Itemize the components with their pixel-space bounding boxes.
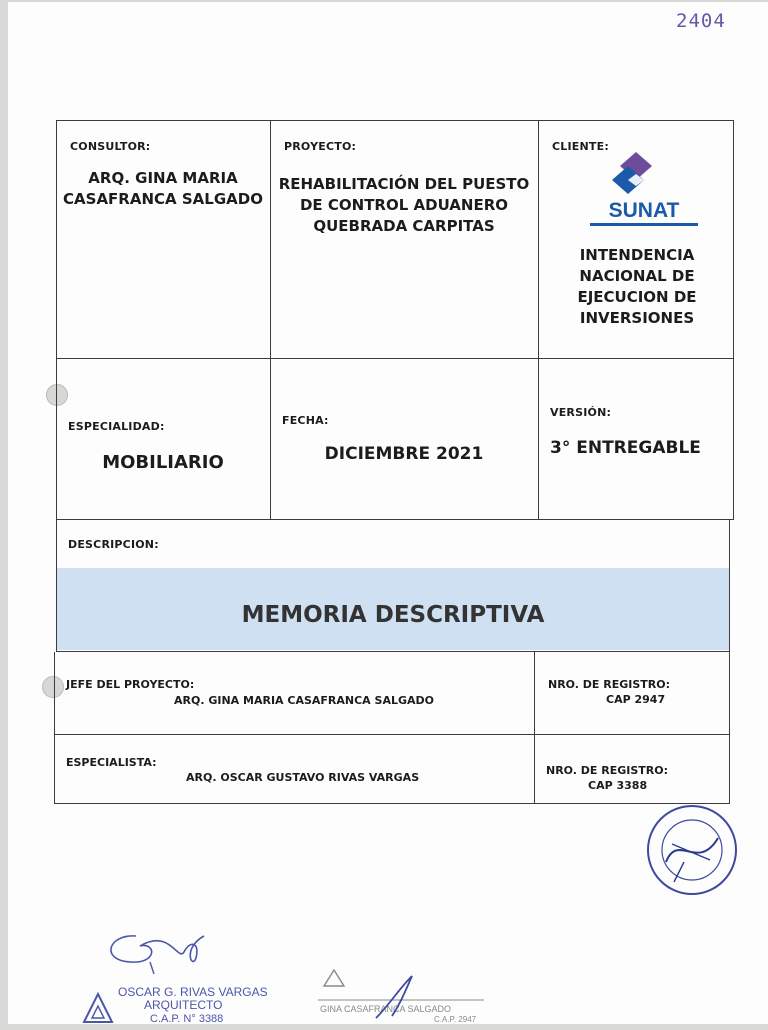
svg-text:GINA CASAFRANCA SALGADO: GINA CASAFRANCA SALGADO bbox=[320, 1004, 452, 1014]
jefe-name: ARQ. GINA MARIA CASAFRANCA SALGADO bbox=[174, 694, 434, 707]
document-page bbox=[8, 2, 768, 1024]
page-number: 2404 bbox=[676, 10, 726, 32]
especialista-name: ARQ. OSCAR GUSTAVO RIVAS VARGAS bbox=[186, 771, 420, 784]
svg-text:ARQUITECTO: ARQUITECTO bbox=[144, 998, 223, 1012]
document-title: MEMORIA DESCRIPTIVA bbox=[241, 602, 545, 628]
handwritten-signature bbox=[96, 922, 226, 976]
version-label: VERSIÓN: bbox=[550, 406, 612, 419]
especialidad-label: ESPECIALIDAD: bbox=[68, 420, 165, 433]
version-value: 3° ENTREGABLE bbox=[550, 438, 701, 458]
rivas-stamp bbox=[78, 974, 268, 1026]
consultor-name: ARQ. GINA MARIA CASAFRANCA SALGADO bbox=[63, 169, 263, 208]
divider bbox=[538, 120, 539, 520]
svg-text:SUNAT: SUNAT bbox=[608, 199, 680, 222]
fecha-label: FECHA: bbox=[282, 414, 329, 427]
descripcion-label: DESCRIPCION: bbox=[68, 538, 159, 551]
circular-seal-stamp bbox=[644, 802, 740, 898]
divider bbox=[54, 734, 730, 735]
svg-text:C.A.P. N° 3388: C.A.P. N° 3388 bbox=[150, 1013, 224, 1025]
cliente-name: INTENDENCIA NACIONAL DE EJECUCION DE INVERSIONES bbox=[577, 246, 697, 327]
divider bbox=[270, 120, 271, 520]
sunat-logo bbox=[588, 150, 700, 236]
divider bbox=[56, 358, 734, 359]
proyecto-name: REHABILITACIÓN DEL PUESTO DE CONTROL ADUANERO QUEBRADA CARPITAS bbox=[278, 175, 530, 235]
especialidad-value: MOBILIARIO bbox=[102, 452, 224, 473]
proyecto-label: PROYECTO: bbox=[284, 140, 357, 153]
especialista-registro-value: CAP 3388 bbox=[588, 779, 648, 792]
casafranca-stamp bbox=[314, 960, 494, 1024]
consultor-label: CONSULTOR: bbox=[70, 140, 151, 153]
especialista-label: ESPECIALISTA: bbox=[66, 756, 157, 769]
jefe-registro-value: CAP 2947 bbox=[606, 693, 666, 706]
divider bbox=[534, 652, 535, 804]
svg-text:C.A.P. 2947: C.A.P. 2947 bbox=[434, 1015, 477, 1024]
jefe-label: JEFE DEL PROYECTO: bbox=[66, 678, 195, 691]
especialista-registro-label: NRO. DE REGISTRO: bbox=[546, 764, 669, 777]
svg-text:OSCAR G. RIVAS VARGAS: OSCAR G. RIVAS VARGAS bbox=[118, 985, 268, 999]
fecha-value: DICIEMBRE 2021 bbox=[324, 444, 484, 464]
jefe-registro-label: NRO. DE REGISTRO: bbox=[548, 678, 671, 691]
cliente-label: CLIENTE: bbox=[552, 140, 609, 153]
